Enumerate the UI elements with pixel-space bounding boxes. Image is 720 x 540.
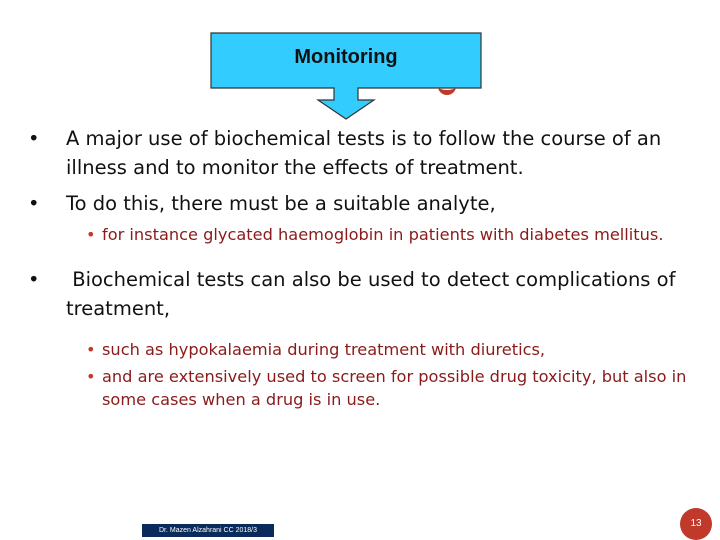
bullet-icon: • [28,127,40,150]
callout-box [210,32,482,120]
footer-author: Dr. Mazen Alzahrani CC 2018/3 [142,524,274,537]
bullet-item [28,124,698,182]
sub-bullet-item [28,365,698,411]
bullet-text: Biochemical tests can also be used to detect complications of treatment, [66,268,682,320]
callout-title: Monitoring [294,46,398,68]
sub-bullet-item [28,223,698,246]
sub-bullet-icon: • [86,340,96,359]
sub-bullet-text: such as hypokalaemia during treatment with diuretics, [102,340,546,359]
bullet-icon: • [28,268,40,291]
bullet-item [28,189,698,218]
sub-bullet-item [28,338,698,361]
sub-bullet-text: and are extensively used to screen for possible drug toxicity, but also in some cases when a drug is in use. [102,367,687,409]
red-underline-mark [438,78,456,95]
sub-bullet-icon: • [86,225,96,244]
bullet-list [28,124,698,411]
bullet-item [28,265,698,323]
bullet-text: To do this, there must be a suitable analyte, [66,192,496,215]
sub-bullet-icon: • [86,367,96,386]
page-number-badge: 13 [680,508,712,540]
bullet-text: A major use of biochemical tests is to follow the course of an illness and to monitor the effects of treatment. [66,127,662,179]
sub-bullet-text: for instance glycated haemoglobin in patients with diabetes mellitus. [102,225,664,244]
bullet-icon: • [28,192,40,215]
